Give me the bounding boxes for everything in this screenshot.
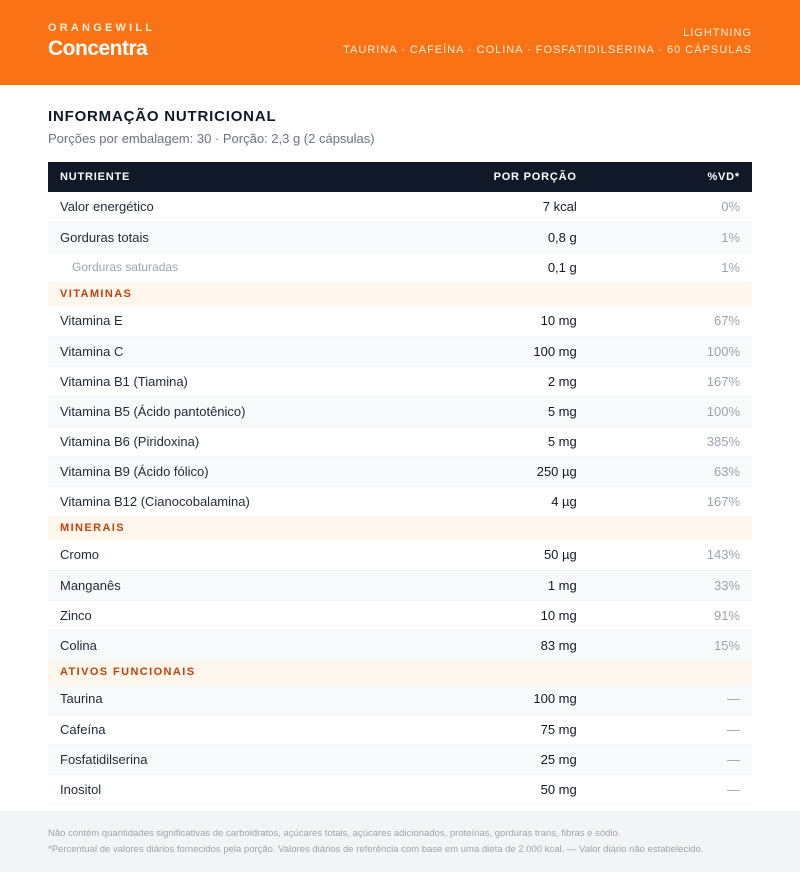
table-row [48,222,752,252]
serving-info: Porções por embalagem: 30 · Porção: 2,3 g (2 cápsulas) [48,131,375,146]
nutrient-dv: 167% [695,366,752,396]
table-row [48,774,752,804]
nutrient-amount: 50 mg [455,774,695,804]
nutrient-amount: 10 mg [455,600,695,630]
nutrient-amount: 2 mg [455,366,695,396]
nutrient-amount: 1 mg [455,570,695,600]
nutrient-name: Zinco [48,600,455,630]
nutrient-name: Vitamina B6 (Piridoxina) [48,426,455,456]
nutrient-name: Taurina [48,684,455,714]
nutrient-dv: — [695,774,752,804]
table-row [48,630,752,660]
nutrient-dv: — [695,744,752,774]
nutrition-table [48,162,752,805]
category-label: VITAMINAS [48,282,752,306]
nutrient-dv: 33% [695,570,752,600]
table-row [48,684,752,714]
nutrient-dv: 15% [695,630,752,660]
brand-name: ORANGEWILL [48,22,156,34]
nutrient-amount: 7 kcal [455,192,695,222]
nutrient-dv: 100% [695,336,752,366]
nutrient-name: Manganês [48,570,455,600]
nutrient-name: Fosfatidilserina [48,744,455,774]
table-row [48,336,752,366]
nutrient-name: Vitamina B12 (Cianocobalamina) [48,486,455,516]
table-row [48,366,752,396]
nutrient-dv: 0% [695,192,752,222]
nutrient-amount: 0,8 g [455,222,695,252]
key-ingredients: TAURINA · CAFEÍNA · COLINA · FOSFATIDILSERINA · 60 CÁPSULAS [343,44,752,56]
nutrient-amount: 75 mg [455,714,695,744]
nutrient-name: Inositol [48,774,455,804]
nutrient-name: Valor energético [48,192,455,222]
table-row [48,426,752,456]
nutrient-dv: 385% [695,426,752,456]
nutrition-title: INFORMAÇÃO NUTRICIONAL [48,108,277,125]
category-label: ATIVOS FUNCIONAIS [48,660,752,684]
nutrient-name: Vitamina B1 (Tiamina) [48,366,455,396]
nutrient-dv: 1% [695,252,752,282]
category-label: MINERAIS [48,516,752,540]
nutrient-amount: 5 mg [455,426,695,456]
table-row [48,600,752,630]
nutrient-amount: 250 µg [455,456,695,486]
nutrient-dv: 91% [695,600,752,630]
nutrient-name: Vitamina E [48,306,455,336]
header-nutrient: NUTRIENTE [48,162,455,192]
table-row [48,744,752,774]
nutrient-name: Gorduras totais [48,222,455,252]
table-row [48,396,752,426]
nutrient-name: Colina [48,630,455,660]
category-row-minerals [48,516,752,540]
nutrient-dv: 143% [695,540,752,570]
nutrient-name: Cafeína [48,714,455,744]
product-name: Concentra [48,37,148,60]
footer-note-dv: *Percentual de valores diários fornecidos pela porção. Valores diários de referência com base em uma dieta de 2.000 kcal. — Valor diário não estabelecido. [48,844,704,855]
nutrient-name: Vitamina B9 (Ácido fólico) [48,456,455,486]
header-amount: POR PORÇÃO [455,162,695,192]
nutrient-dv: 67% [695,306,752,336]
table-row [48,714,752,744]
header-dv: %VD* [695,162,752,192]
nutrient-dv: 63% [695,456,752,486]
nutrient-dv: — [695,684,752,714]
table-row [48,456,752,486]
nutrient-amount: 25 mg [455,744,695,774]
nutrient-name: Gorduras saturadas [48,252,455,282]
category-row-actives [48,660,752,684]
nutrient-amount: 5 mg [455,396,695,426]
nutrient-amount: 100 mg [455,684,695,714]
nutrient-dv: 100% [695,396,752,426]
table-row [48,306,752,336]
nutrient-amount: 0,1 g [455,252,695,282]
nutrient-amount: 100 mg [455,336,695,366]
table-row [48,486,752,516]
table-header-row [48,162,752,192]
nutrient-name: Cromo [48,540,455,570]
nutrient-amount: 50 µg [455,540,695,570]
nutrient-dv: 167% [695,486,752,516]
table-row [48,192,752,222]
nutrient-amount: 4 µg [455,486,695,516]
category-row-vitamins [48,282,752,306]
product-header [0,0,800,85]
table-row-sub [48,252,752,282]
nutrient-name: Vitamina B5 (Ácido pantotênico) [48,396,455,426]
nutrient-amount: 10 mg [455,306,695,336]
table-row [48,540,752,570]
footer-note-absence: Não contém quantidades significativas de carboidratos, açúcares totais, açúcares adicionados, proteínas, gorduras trans, fibras e sódio. [48,828,621,839]
nutrient-dv: — [695,714,752,744]
nutrient-name: Vitamina C [48,336,455,366]
table-row [48,570,752,600]
product-tier: LIGHTNING [683,27,752,39]
footer-notes [0,811,800,872]
nutrient-amount: 83 mg [455,630,695,660]
nutrient-dv: 1% [695,222,752,252]
